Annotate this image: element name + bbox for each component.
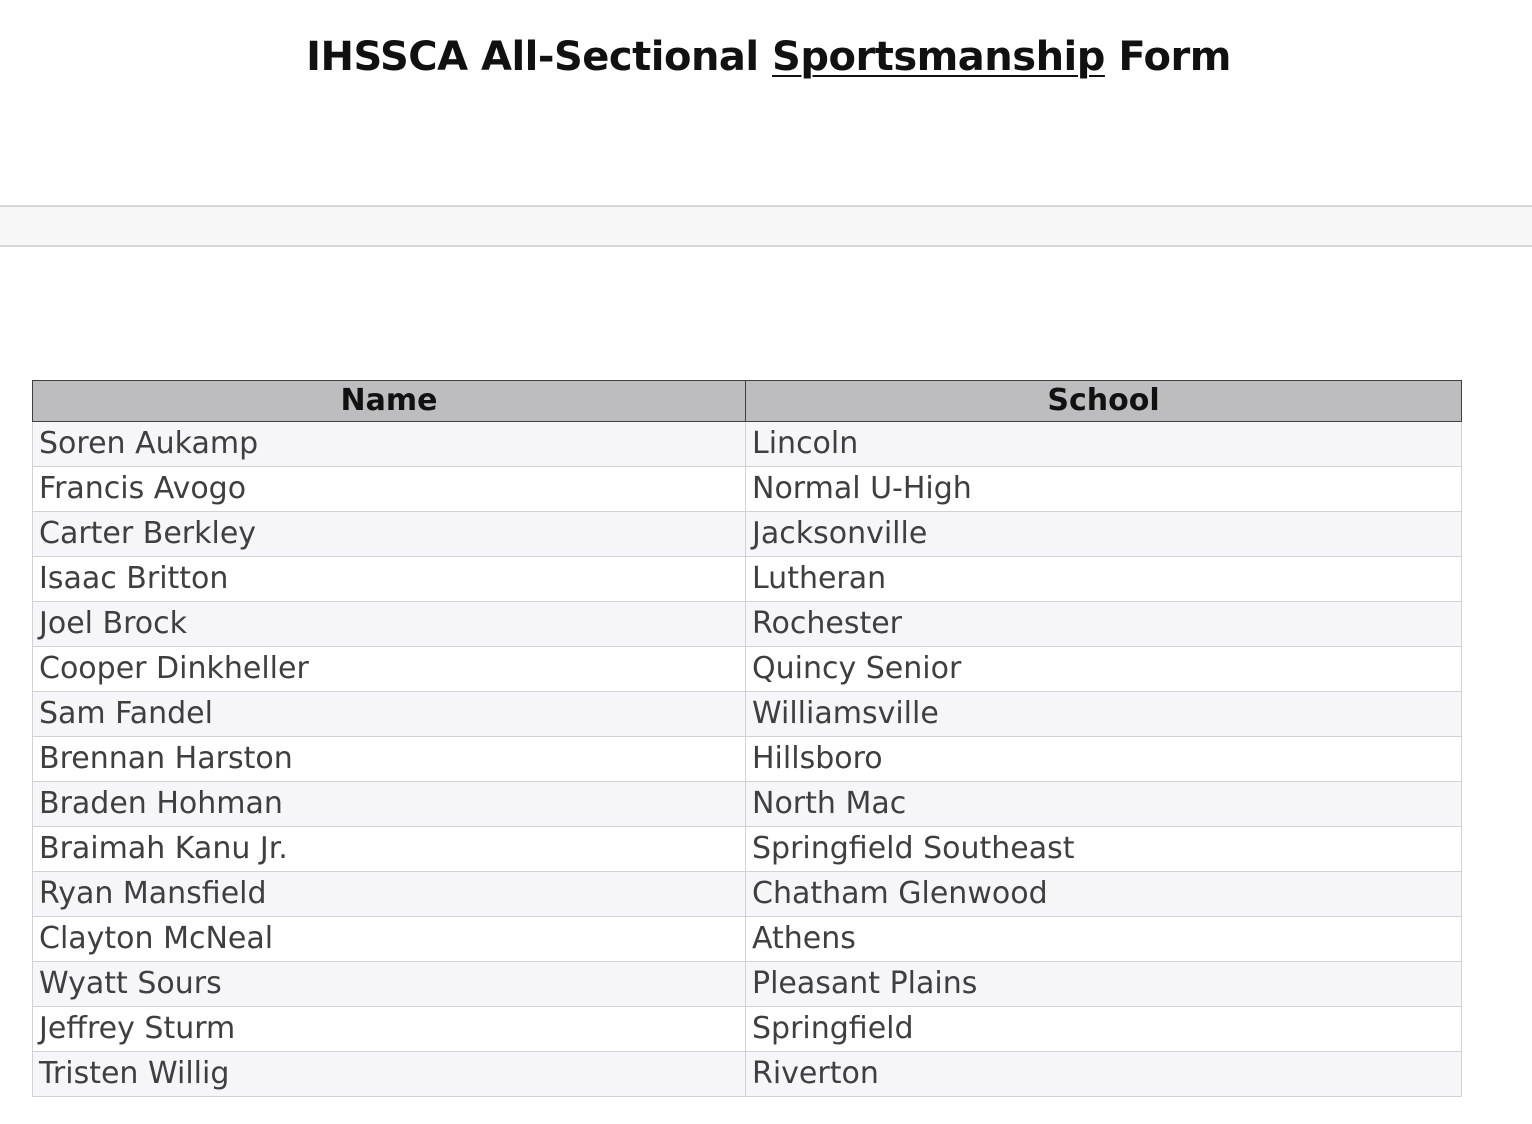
school-cell: Pleasant Plains xyxy=(746,962,1462,1007)
name-cell: Braimah Kanu Jr. xyxy=(33,827,746,872)
table-row xyxy=(33,647,1462,692)
table-row xyxy=(33,422,1462,467)
table-header-row xyxy=(33,381,1462,422)
name-cell: Carter Berkley xyxy=(33,512,746,557)
school-cell: Springfield xyxy=(746,1007,1462,1052)
table-row xyxy=(33,737,1462,782)
table-row xyxy=(33,872,1462,917)
name-cell: Ryan Mansfield xyxy=(33,872,746,917)
name-cell: Cooper Dinkheller xyxy=(33,647,746,692)
table-row xyxy=(33,917,1462,962)
table-row xyxy=(33,1052,1462,1097)
school-cell: Lincoln xyxy=(746,422,1462,467)
name-cell: Tristen Willig xyxy=(33,1052,746,1097)
table-row xyxy=(33,1007,1462,1052)
title-suffix: Form xyxy=(1104,34,1231,80)
page-title xyxy=(0,34,1532,80)
name-cell: Clayton McNeal xyxy=(33,917,746,962)
name-cell: Sam Fandel xyxy=(33,692,746,737)
table-row xyxy=(33,467,1462,512)
table-row xyxy=(33,962,1462,1007)
name-cell: Wyatt Sours xyxy=(33,962,746,1007)
school-cell: Normal U-High xyxy=(746,467,1462,512)
school-cell: Springfield Southeast xyxy=(746,827,1462,872)
school-cell: Jacksonville xyxy=(746,512,1462,557)
name-cell: Brennan Harston xyxy=(33,737,746,782)
school-cell: North Mac xyxy=(746,782,1462,827)
title-prefix: IHSSCA All-Sectional xyxy=(306,34,773,80)
name-cell: Jeffrey Sturm xyxy=(33,1007,746,1052)
table-row xyxy=(33,557,1462,602)
table-row xyxy=(33,782,1462,827)
school-cell: Chatham Glenwood xyxy=(746,872,1462,917)
name-cell: Francis Avogo xyxy=(33,467,746,512)
school-cell: Hillsboro xyxy=(746,737,1462,782)
table-row xyxy=(33,602,1462,647)
school-cell: Riverton xyxy=(746,1052,1462,1097)
table-row xyxy=(33,827,1462,872)
roster-table xyxy=(32,380,1462,1097)
divider-band xyxy=(0,205,1532,247)
school-cell: Athens xyxy=(746,917,1462,962)
column-header-name: Name xyxy=(33,381,746,422)
table-row xyxy=(33,692,1462,737)
school-cell: Williamsville xyxy=(746,692,1462,737)
table-row xyxy=(33,512,1462,557)
school-cell: Rochester xyxy=(746,602,1462,647)
school-cell: Quincy Senior xyxy=(746,647,1462,692)
name-cell: Isaac Britton xyxy=(33,557,746,602)
name-cell: Soren Aukamp xyxy=(33,422,746,467)
school-cell: Lutheran xyxy=(746,557,1462,602)
name-cell: Braden Hohman xyxy=(33,782,746,827)
name-cell: Joel Brock xyxy=(33,602,746,647)
title-underlined-word: Sportsmanship xyxy=(772,34,1105,80)
column-header-school: School xyxy=(746,381,1462,422)
